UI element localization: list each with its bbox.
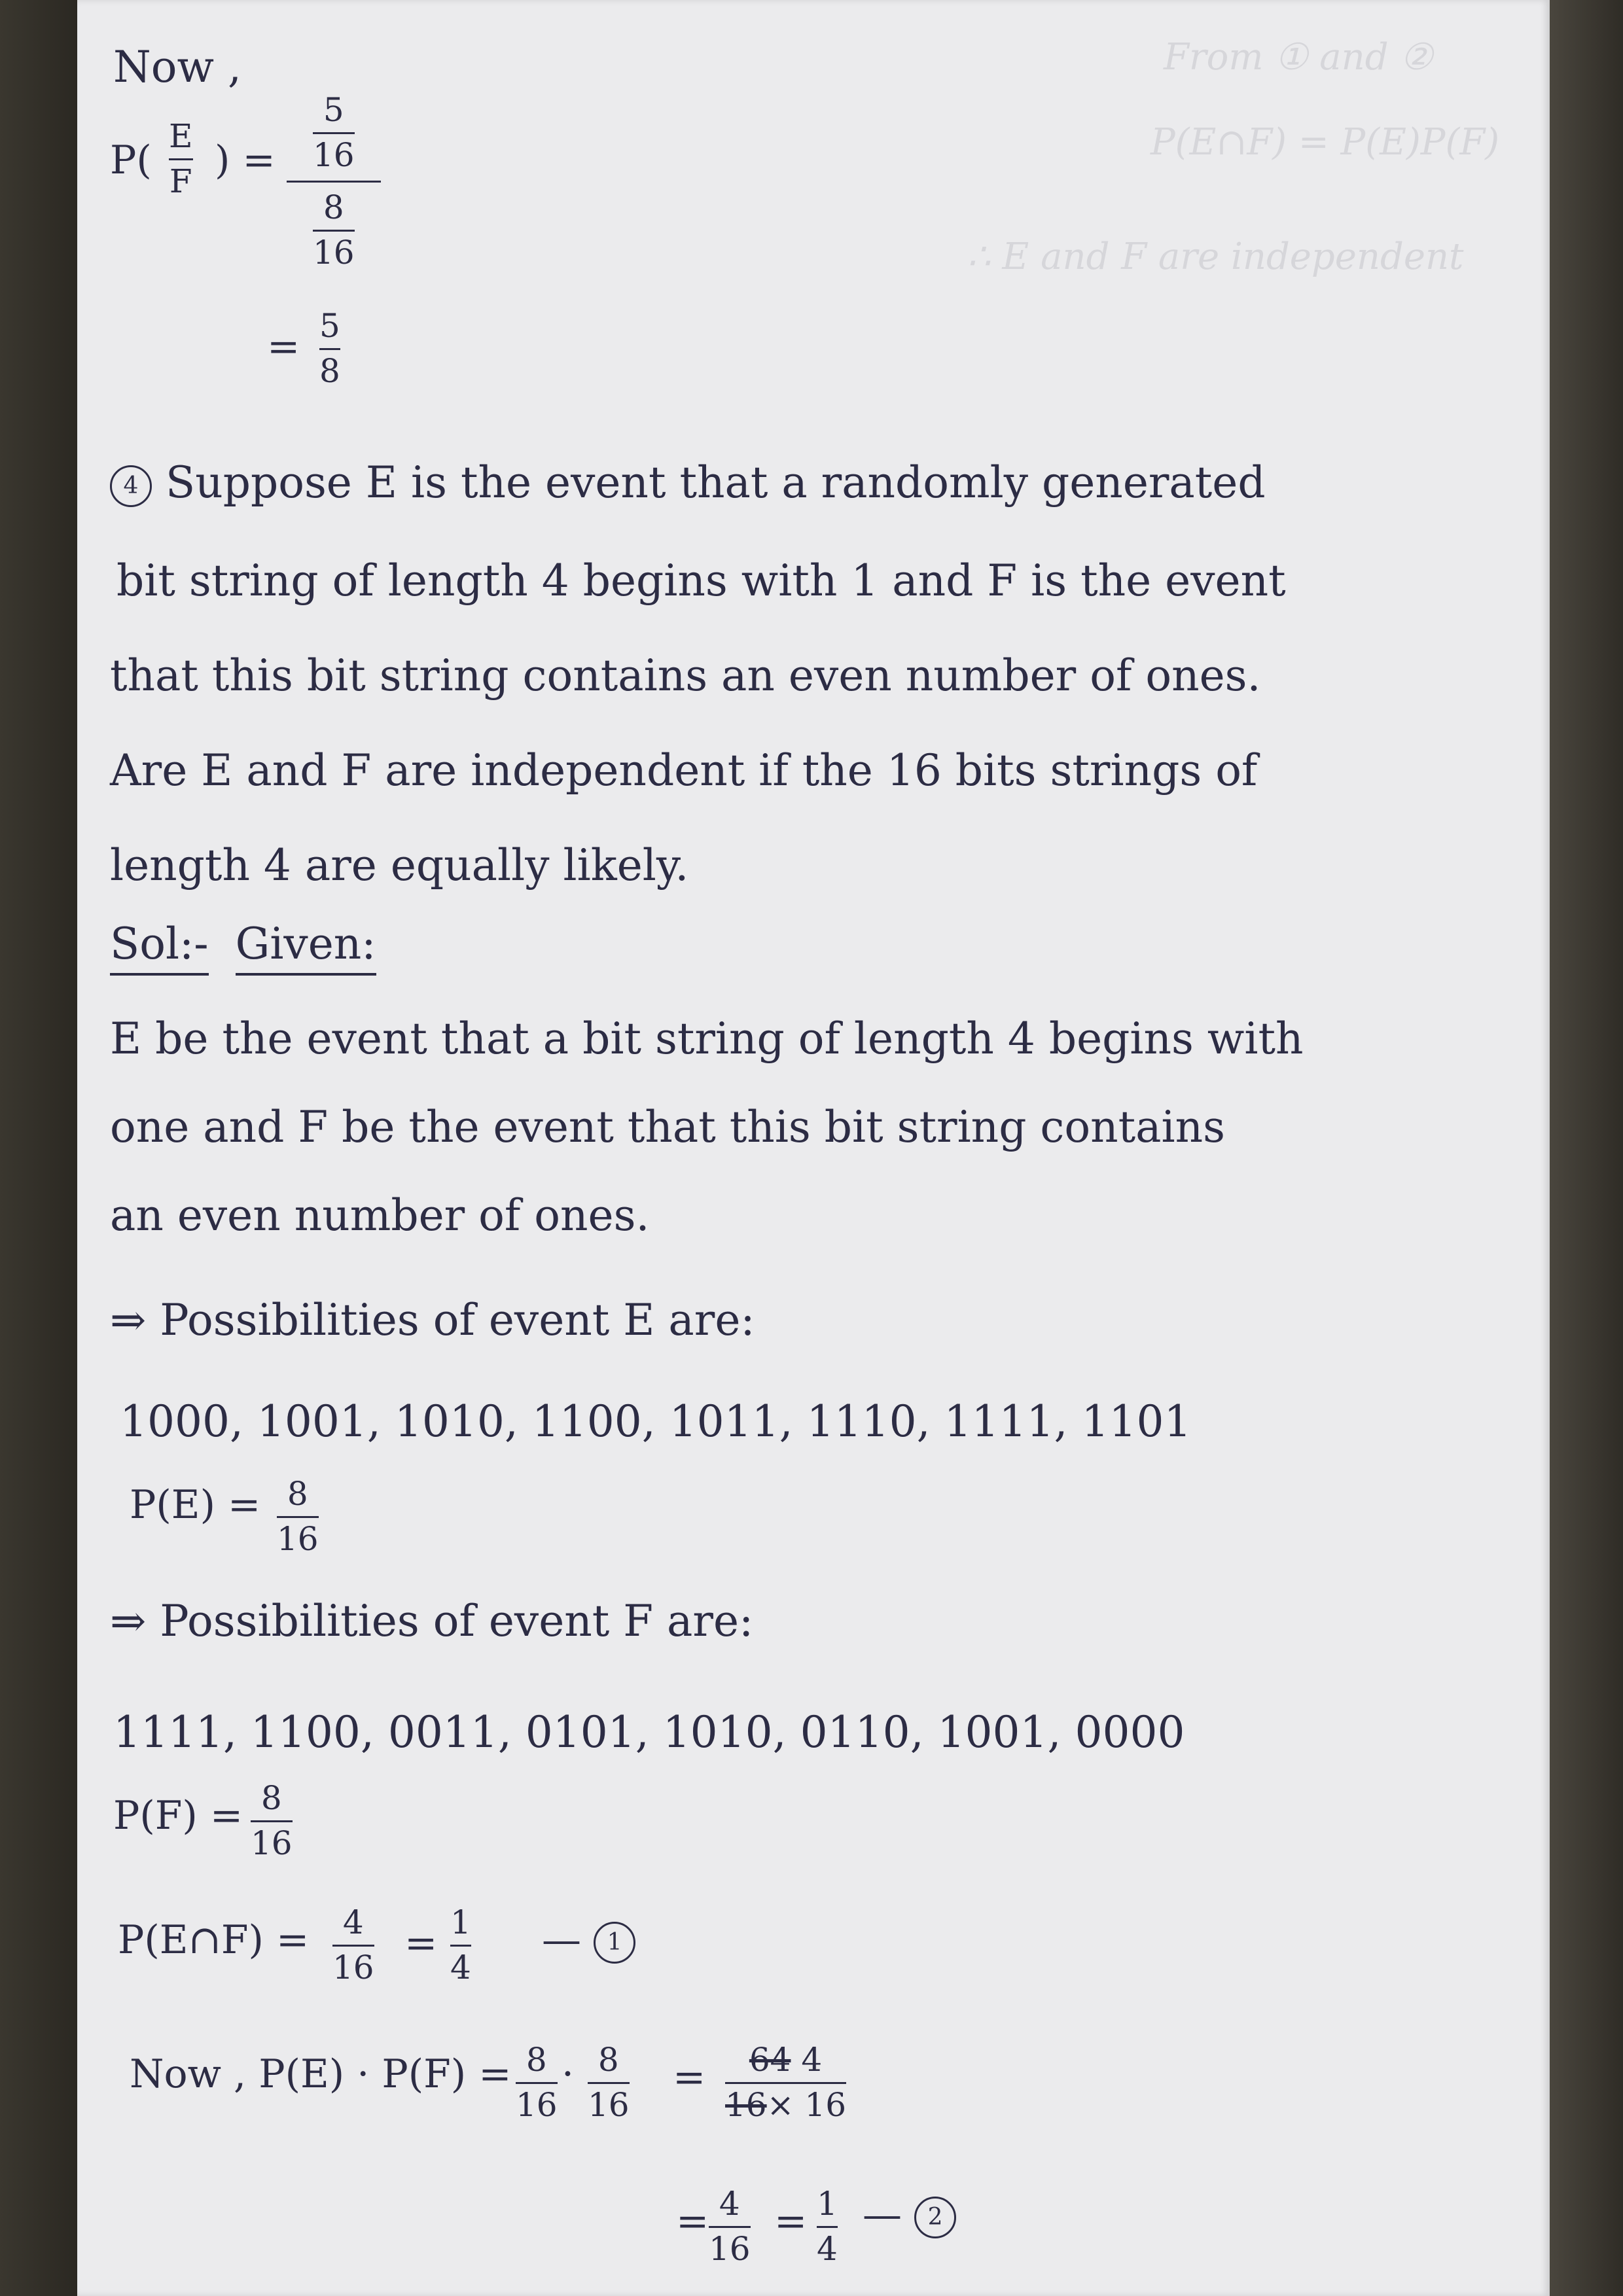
possibilities-e-label: ⇒ Possibilities of event E are: — [110, 1295, 755, 1345]
p-e-fraction: 8 16 — [277, 1475, 319, 1558]
conditional-prob-close: ) = — [215, 137, 276, 183]
p-e-intersect-f-result: 1 4 — [450, 1903, 471, 1987]
product-dot: · — [562, 2051, 575, 2097]
product-label: Now , P(E) · P(F) = — [130, 2051, 512, 2097]
equals-sign: = — [404, 1920, 438, 1966]
possibilities-e-list: 1000, 1001, 1010, 1100, 1011, 1110, 1111, 1101 — [120, 1396, 1192, 1447]
product-fraction-a: 8 16 — [516, 2041, 558, 2124]
final-fraction: 4 16 — [709, 2185, 751, 2268]
p-e-intersect-f-label: P(E∩F) = — [118, 1917, 310, 1963]
question-line-3: that this bit string contains an even number of ones. — [110, 650, 1261, 701]
given-line-3: an even number of ones. — [110, 1190, 650, 1241]
page-edge-left — [0, 0, 77, 2296]
p-e-label: P(E) = — [130, 1482, 261, 1528]
notebook-page — [77, 0, 1550, 2296]
given-label: Given: — [236, 919, 376, 976]
equation-tag-1: — 1 — [542, 1920, 635, 1964]
question-line-5: length 4 are equally likely. — [110, 840, 689, 891]
question-line-4: Are E and F are independent if the 16 bits strings of — [110, 745, 1258, 796]
p-f-label: P(F) = — [113, 1793, 243, 1839]
equals-sign: = — [267, 324, 300, 370]
question-line-2: bit string of length 4 begins with 1 and F is the event — [116, 556, 1286, 606]
sol-label: Sol:- — [110, 919, 209, 976]
equals-sign: = — [676, 2199, 709, 2244]
now-label: Now , — [113, 42, 241, 92]
given-line-2: one and F be the event that this bit string contains — [110, 1102, 1225, 1152]
compound-fraction — [313, 92, 355, 272]
question-line-1: 4 Suppose E is the event that a randomly generated — [110, 461, 1266, 507]
solution-heading — [110, 919, 376, 969]
bleed-through-line: P(E∩F) = P(E)P(F) — [1150, 121, 1500, 164]
bleed-through-line: From ① and ② — [1164, 36, 1433, 79]
result-fraction: 5 8 — [319, 307, 340, 390]
possibilities-f-label: ⇒ Possibilities of event F are: — [110, 1596, 754, 1646]
bleed-through-line: ∴ E and F are independent — [967, 236, 1464, 278]
possibilities-f-list: 1111, 1100, 0011, 0101, 1010, 0110, 1001, 0000 — [113, 1707, 1185, 1757]
equals-sign: = — [774, 2199, 808, 2244]
p-e-intersect-f-fraction: 4 16 — [332, 1903, 374, 1987]
equals-sign: = — [673, 2055, 706, 2100]
product-fraction-b: 8 16 — [588, 2041, 630, 2124]
question-number-badge: 4 — [110, 465, 152, 507]
numerator-fraction: $\frac{5}{16}$ — [313, 91, 355, 174]
given-line-1: E be the event that a bit string of length 4 begins with — [110, 1014, 1304, 1064]
product-fraction-c: 64 4 16× 16 — [725, 2041, 847, 2124]
equation-tag-2: — 2 — [863, 2195, 956, 2238]
denominator-fraction: $\frac{8}{16}$ — [313, 188, 355, 272]
page-edge-right — [1550, 0, 1623, 2296]
p-f-fraction: 8 16 — [251, 1779, 293, 1862]
final-result-fraction: 1 4 — [817, 2185, 838, 2268]
conditional-fraction: E F — [169, 117, 193, 200]
conditional-prob-label: P( — [110, 137, 152, 183]
